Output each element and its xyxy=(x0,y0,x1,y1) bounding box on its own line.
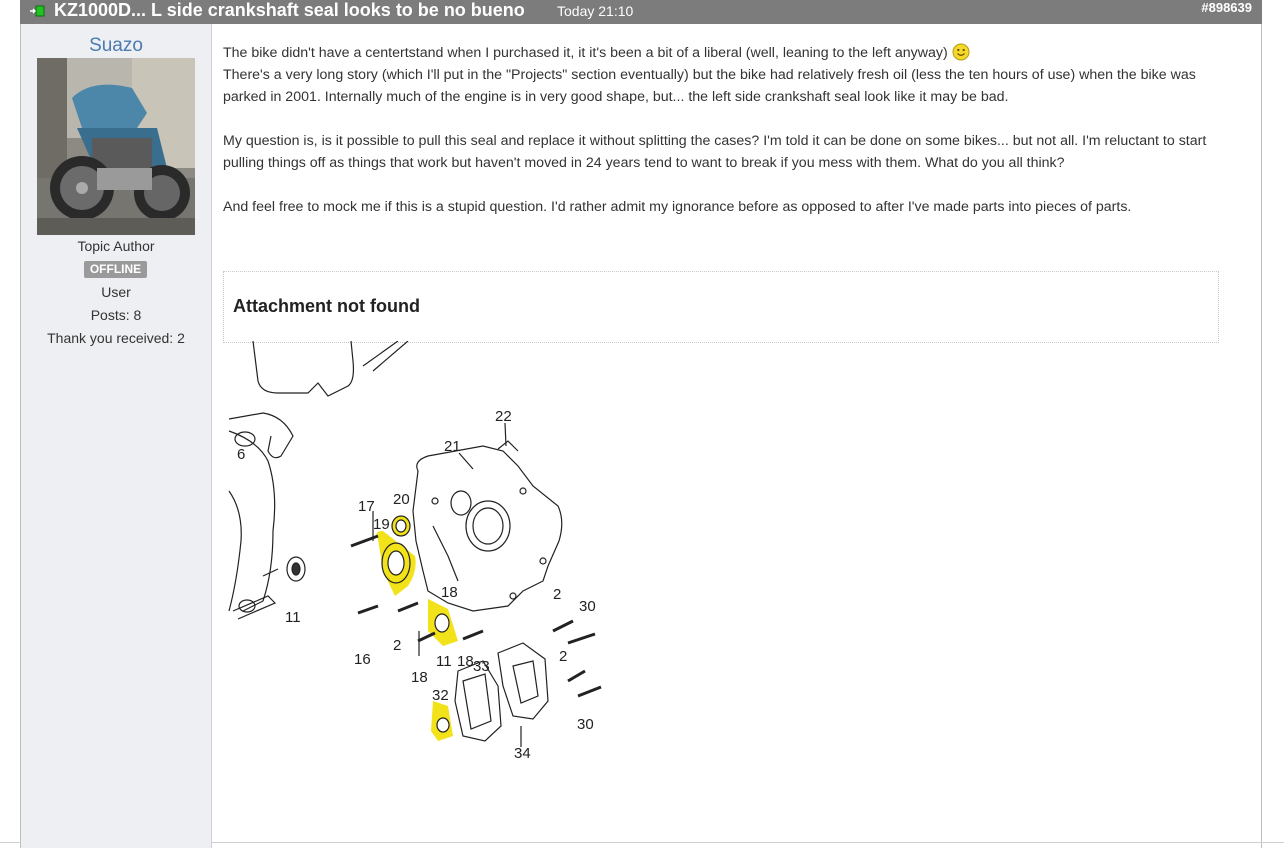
post-time: Today 21:10 xyxy=(557,3,634,19)
diagram-label: 30 xyxy=(579,598,596,615)
diagram-label: 18 xyxy=(411,669,428,686)
post-id-link[interactable]: #898639 xyxy=(1201,0,1252,15)
diagram-label: 33 xyxy=(473,658,490,675)
diagram-label: 19 xyxy=(373,516,390,533)
attachment-title: Attachment not found xyxy=(233,296,420,316)
diagram-label: 2 xyxy=(553,586,562,603)
author-role: Topic Author xyxy=(77,238,155,254)
post-new-icon xyxy=(29,5,45,17)
author-sidebar xyxy=(21,24,212,848)
diagram-label: 32 xyxy=(432,687,449,704)
diagram-label: 11 xyxy=(285,609,301,626)
post-body xyxy=(223,42,1243,240)
author-rank: User xyxy=(101,284,131,300)
topic-title[interactable]: KZ1000D... L side crankshaft seal looks to be no bueno xyxy=(54,0,525,20)
author-thanks: Thank you received: 2 xyxy=(47,330,185,346)
avatar[interactable] xyxy=(37,58,195,235)
diagram-label: 34 xyxy=(514,745,531,762)
post-paragraph-1: The bike didn't have a centertstand when I purchased it, it it's been a bit of a liberal (well, leaning to the left anyway) xyxy=(223,45,948,61)
post-paragraph-2: My question is, is it possible to pull this seal and replace it without splitting the cases? I'm told it can be done on some bikes... but not all. I'm reluctant to start pulling things off as things that work but haven't moved in 24 years tend to want to break if you mess with them. What do you all think? xyxy=(223,133,1207,171)
diagram-label: 21 xyxy=(444,438,461,455)
diagram-label: 17 xyxy=(358,498,375,515)
diagram-label: 11 xyxy=(436,653,452,670)
diagram-label: 18 xyxy=(457,653,474,670)
parts-diagram-image[interactable] xyxy=(223,341,623,771)
diagram-label: 18 xyxy=(441,584,458,601)
diagram-label: 22 xyxy=(495,408,512,425)
diagram-label: 16 xyxy=(354,651,371,668)
diagram-label: 2 xyxy=(559,648,568,665)
frame-right-border xyxy=(1261,24,1262,848)
post-header xyxy=(20,0,1262,24)
attachment-box xyxy=(223,271,1219,343)
author-name-link[interactable]: Suazo xyxy=(89,35,143,56)
post-paragraph-1b: There's a very long story (which I'll put in the "Projects" section eventually) but the bike had relatively fresh oil (less the ten hours of use) when the bike was parked in 2001. Internally much of the engine is in very good shape, but... the left side crankshaft seal look like it may be bad. xyxy=(223,67,1196,105)
diagram-label: 6 xyxy=(237,446,246,463)
diagram-label: 20 xyxy=(393,491,410,508)
status-badge: OFFLINE xyxy=(84,261,147,278)
post-paragraph-3: And feel free to mock me if this is a stupid question. I'd rather admit my ignorance before as opposed to after I've made parts into pieces of parts. xyxy=(223,199,1132,215)
author-posts: Posts: 8 xyxy=(90,307,142,323)
diagram-label: 2 xyxy=(393,637,402,654)
diagram-label: 30 xyxy=(577,716,594,733)
smiley-icon xyxy=(952,43,970,61)
